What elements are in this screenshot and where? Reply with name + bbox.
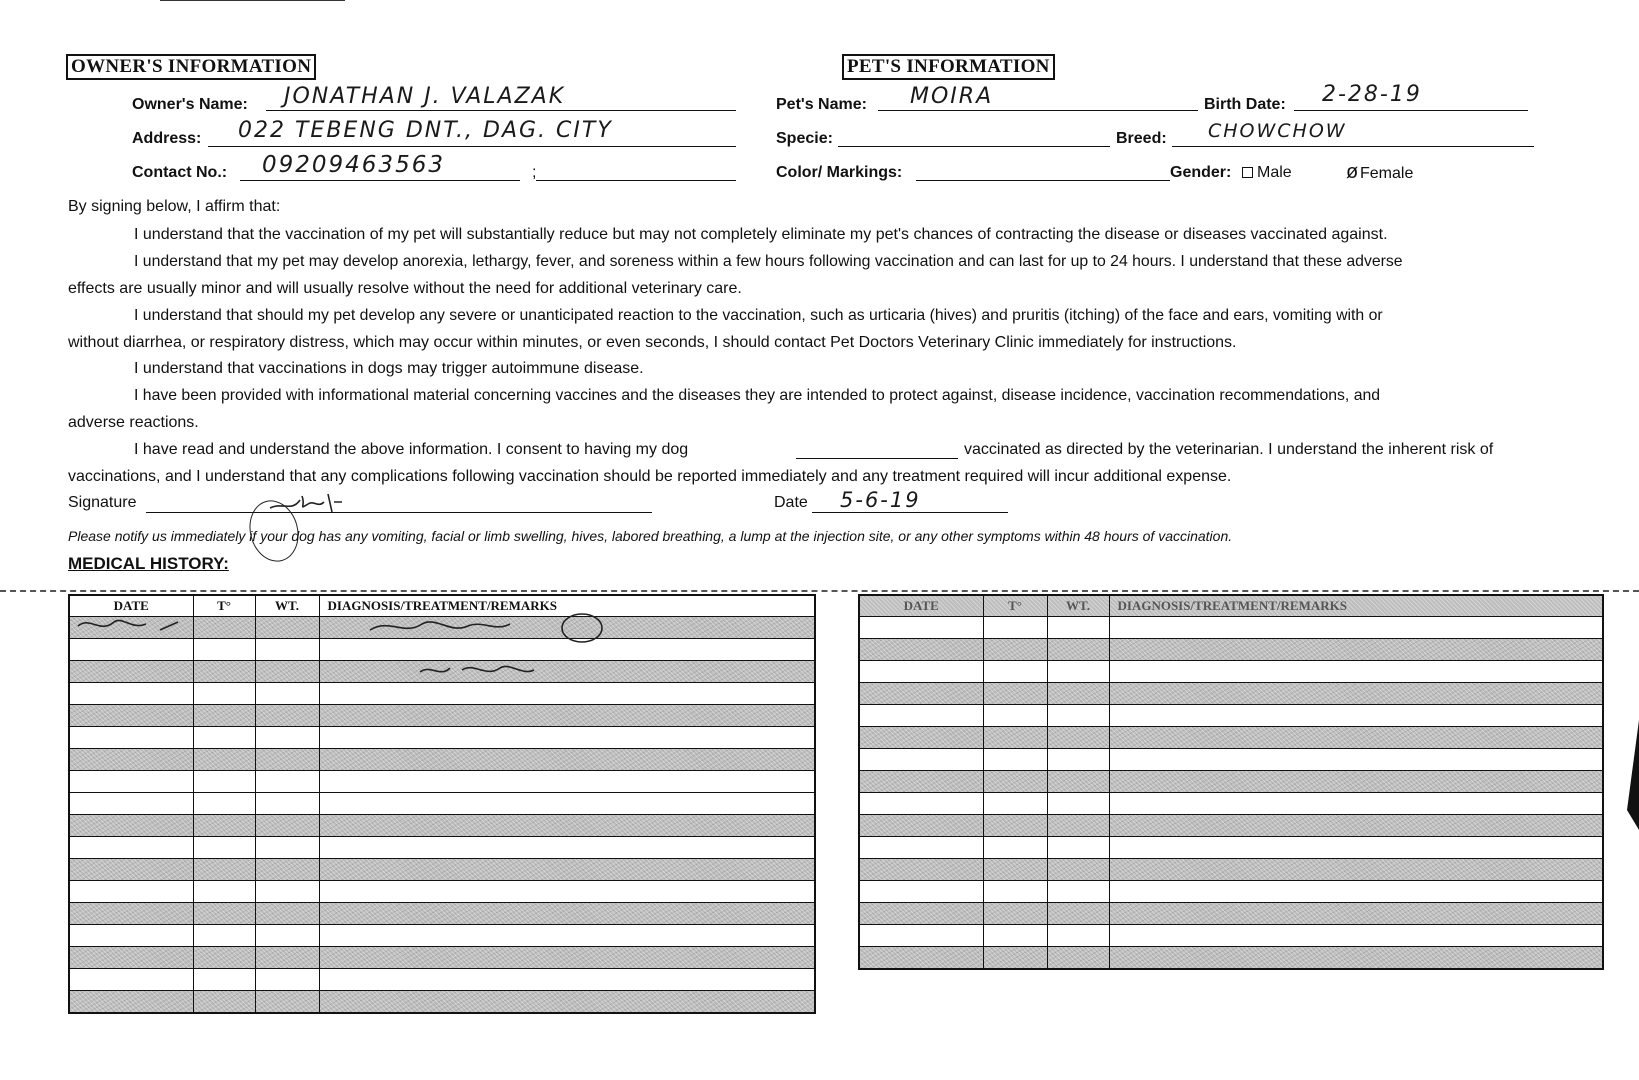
remarks-cell[interactable] (319, 727, 815, 749)
scan-band-line (0, 590, 1639, 592)
date-cell[interactable] (859, 683, 983, 705)
date-cell[interactable] (859, 947, 983, 970)
table-row (859, 727, 1603, 749)
table-row (69, 969, 815, 991)
medical-history-title: MEDICAL HISTORY: (68, 554, 229, 573)
table-row (69, 859, 815, 881)
table-row (859, 903, 1603, 925)
table-row (69, 903, 815, 925)
pet-breed-label: Breed: (1116, 130, 1167, 147)
owner-contact-line-1 (240, 180, 520, 181)
table-row (859, 683, 1603, 705)
weight-cell[interactable] (1047, 793, 1109, 815)
table-row (859, 815, 1603, 837)
weight-cell[interactable] (1047, 837, 1109, 859)
remarks-cell[interactable] (319, 837, 815, 859)
weight-cell[interactable] (255, 705, 319, 727)
remarks-cell[interactable] (1109, 903, 1603, 925)
weight-cell[interactable] (255, 947, 319, 969)
table-row (859, 771, 1603, 793)
date-cell[interactable] (69, 991, 193, 1014)
table-row (69, 727, 815, 749)
col-weight-header: WT. (1047, 595, 1109, 617)
temp-cell[interactable] (983, 859, 1047, 881)
temp-cell[interactable] (983, 793, 1047, 815)
date-cell[interactable] (69, 771, 193, 793)
dog-name-blank-line[interactable] (796, 458, 958, 459)
date-cell[interactable] (69, 837, 193, 859)
date-cell[interactable] (859, 925, 983, 947)
remarks-cell[interactable] (319, 771, 815, 793)
temp-cell[interactable] (983, 903, 1047, 925)
date-cell[interactable] (69, 881, 193, 903)
pet-name-value[interactable]: MOIRA (910, 84, 994, 109)
pet-birth-date-line (1294, 110, 1528, 111)
owner-address-label: Address: (132, 130, 202, 147)
weight-cell[interactable] (1047, 859, 1109, 881)
pet-specie-label: Specie: (776, 130, 833, 147)
table-row (859, 749, 1603, 771)
remarks-cell[interactable] (319, 749, 815, 771)
weight-cell[interactable] (255, 749, 319, 771)
table-row (859, 639, 1603, 661)
date-cell[interactable] (859, 749, 983, 771)
weight-cell[interactable] (1047, 815, 1109, 837)
remarks-cell[interactable] (1109, 815, 1603, 837)
table-row (69, 815, 815, 837)
remarks-cell[interactable] (319, 969, 815, 991)
temp-cell[interactable] (983, 925, 1047, 947)
pet-birth-date-value[interactable]: 2-28-19 (1322, 82, 1422, 107)
date-cell[interactable] (859, 705, 983, 727)
table-row (69, 749, 815, 771)
remarks-cell[interactable] (1109, 749, 1603, 771)
owner-address-value[interactable]: 022 TEBENG DNT., DAG. CITY (238, 118, 613, 143)
owner-name-label: Owner's Name: (132, 96, 248, 113)
consent-paragraph-6b: vaccinations, and I understand that any complications following vaccination should be reported immediately and any treatment required will incur additional expense. (68, 468, 1232, 485)
remarks-cell[interactable] (1109, 771, 1603, 793)
weight-cell[interactable] (255, 771, 319, 793)
col-weight-header: WT. (255, 595, 319, 617)
col-date-header: DATE (859, 595, 983, 617)
temp-cell[interactable] (193, 925, 255, 947)
weight-cell[interactable] (255, 837, 319, 859)
weight-cell[interactable] (255, 991, 319, 1014)
table-row (69, 705, 815, 727)
weight-cell[interactable] (1047, 683, 1109, 705)
temp-cell[interactable] (193, 793, 255, 815)
remarks-cell[interactable] (1109, 881, 1603, 903)
col-remarks-header: DIAGNOSIS/TREATMENT/REMARKS (1109, 595, 1603, 617)
weight-cell[interactable] (1047, 925, 1109, 947)
weight-cell[interactable] (255, 903, 319, 925)
temp-cell[interactable] (983, 881, 1047, 903)
date-cell[interactable] (859, 815, 983, 837)
remarks-cell[interactable] (319, 859, 815, 881)
remarks-cell[interactable] (1109, 661, 1603, 683)
scan-edge-artifact (1625, 720, 1639, 830)
col-temp-header: T° (983, 595, 1047, 617)
date-cell[interactable] (69, 815, 193, 837)
weight-cell[interactable] (255, 969, 319, 991)
pet-birth-date-label: Birth Date: (1204, 96, 1286, 113)
consent-paragraph-3b: without diarrhea, or respiratory distress, which may occur within minutes, or even seconds, I should contact Pet Doctors Veterinary Clinic immediately for instructions. (68, 334, 1237, 351)
date-cell[interactable] (69, 859, 193, 881)
weight-cell[interactable] (255, 815, 319, 837)
weight-cell[interactable] (1047, 881, 1109, 903)
pet-breed-line (1172, 146, 1534, 147)
remarks-cell[interactable] (319, 881, 815, 903)
date-cell[interactable] (859, 617, 983, 639)
owner-section-title: OWNER'S INFORMATION (66, 54, 316, 80)
remarks-cell[interactable] (319, 815, 815, 837)
owner-name-line (266, 110, 736, 111)
temp-cell[interactable] (983, 683, 1047, 705)
remarks-cell[interactable] (1109, 925, 1603, 947)
remarks-cell[interactable] (319, 903, 815, 925)
temp-cell[interactable] (193, 837, 255, 859)
temp-cell[interactable] (193, 969, 255, 991)
date-cell[interactable] (69, 947, 193, 969)
col-temp-header: T° (193, 595, 255, 617)
pet-gender-label: Gender: (1170, 164, 1232, 181)
date-cell[interactable] (69, 969, 193, 991)
table-row (69, 947, 815, 969)
table-row (69, 991, 815, 1014)
temp-cell[interactable] (983, 771, 1047, 793)
date-cell[interactable] (859, 661, 983, 683)
remarks-cell[interactable] (1109, 837, 1603, 859)
date-cell[interactable] (859, 837, 983, 859)
pet-color-label: Color/ Markings: (776, 164, 903, 181)
weight-cell[interactable] (1047, 617, 1109, 639)
temp-cell[interactable] (983, 617, 1047, 639)
weight-cell[interactable] (255, 727, 319, 749)
male-checkbox[interactable] (1242, 167, 1253, 178)
temp-cell[interactable] (983, 639, 1047, 661)
female-check-mark-icon: ø (1346, 161, 1359, 183)
date-cell[interactable] (69, 705, 193, 727)
consent-paragraph-4: I understand that vaccinations in dogs may trigger autoimmune disease. (134, 360, 644, 377)
consent-paragraph-3a: I understand that should my pet develop any severe or unanticipated reaction to the vaccination, such as urticaria (hives) and pruritis (itching) of the face and ears, vomiting with or (134, 307, 1383, 324)
temp-cell[interactable] (983, 705, 1047, 727)
signature-label: Signature (68, 494, 137, 511)
temp-cell[interactable] (983, 661, 1047, 683)
remarks-cell[interactable] (319, 991, 815, 1014)
gender-male-label: Male (1257, 164, 1292, 181)
date-cell[interactable] (69, 925, 193, 947)
consent-paragraph-1: I understand that the vaccination of my pet will substantially reduce but may not completely eliminate my pet's chances of contracting the disease or diseases vaccinated against. (134, 226, 1388, 243)
remarks-cell[interactable] (319, 947, 815, 969)
temp-cell[interactable] (193, 727, 255, 749)
owner-name-value[interactable]: JONATHAN J. VALAZAK (284, 84, 566, 109)
temp-cell[interactable] (193, 815, 255, 837)
temp-cell[interactable] (983, 837, 1047, 859)
date-cell[interactable] (859, 771, 983, 793)
owner-contact-value[interactable]: 09209463563 (262, 152, 445, 178)
remarks-cell[interactable] (1109, 727, 1603, 749)
weight-cell[interactable] (1047, 749, 1109, 771)
pet-name-line (878, 110, 1198, 111)
remarks-cell[interactable] (319, 705, 815, 727)
weight-cell[interactable] (255, 859, 319, 881)
consent-paragraph-5b: adverse reactions. (68, 414, 199, 431)
date-cell[interactable] (859, 859, 983, 881)
temp-cell[interactable] (193, 947, 255, 969)
remarks-cell[interactable] (1109, 705, 1603, 727)
weight-cell[interactable] (255, 925, 319, 947)
pet-name-label: Pet's Name: (776, 96, 867, 113)
date-cell[interactable] (69, 903, 193, 925)
temp-cell[interactable] (983, 749, 1047, 771)
owner-contact-line-2 (536, 180, 736, 181)
remarks-cell[interactable] (1109, 947, 1603, 970)
temp-cell[interactable] (983, 815, 1047, 837)
col-date-header: DATE (69, 595, 193, 617)
gender-female-option[interactable] (1346, 161, 1414, 183)
table-row (859, 617, 1603, 639)
table-row (859, 859, 1603, 881)
remarks-cell[interactable] (1109, 859, 1603, 881)
gender-male-option[interactable] (1236, 164, 1292, 182)
temp-cell[interactable] (193, 749, 255, 771)
weight-cell[interactable] (1047, 771, 1109, 793)
date-cell[interactable] (69, 793, 193, 815)
gender-female-label: Female (1360, 165, 1414, 182)
table-row (859, 837, 1603, 859)
table-row (69, 793, 815, 815)
owner-address-line (208, 146, 736, 147)
temp-cell[interactable] (193, 705, 255, 727)
remarks-cell[interactable] (1109, 793, 1603, 815)
consent-paragraph-5a: I have been provided with informational material concerning vaccines and the diseases they are intended to protect against, disease incidence, vaccination recommendations, and (134, 387, 1381, 404)
table-row (69, 925, 815, 947)
table-row (859, 925, 1603, 947)
date-cell[interactable] (859, 639, 983, 661)
remarks-cell[interactable] (1109, 639, 1603, 661)
temp-cell[interactable] (193, 771, 255, 793)
table-row (859, 793, 1603, 815)
date-line[interactable] (812, 512, 1008, 513)
weight-cell[interactable] (255, 793, 319, 815)
weight-cell[interactable] (1047, 947, 1109, 970)
consent-intro: By signing below, I affirm that: (68, 198, 281, 215)
col-remarks-header: DIAGNOSIS/TREATMENT/REMARKS (319, 595, 815, 617)
scan-artifact-line (160, 0, 345, 1)
remarks-cell[interactable] (319, 925, 815, 947)
weight-cell[interactable] (1047, 661, 1109, 683)
consent-paragraph-6a-start: I have read and understand the above information. I consent to having my dog (134, 441, 689, 458)
temp-cell[interactable] (193, 881, 255, 903)
date-cell[interactable] (69, 727, 193, 749)
date-cell[interactable] (859, 881, 983, 903)
table-row (69, 771, 815, 793)
consent-paragraph-2b: effects are usually minor and will usually resolve without the need for additional veterinary care. (68, 280, 742, 297)
date-cell[interactable] (859, 793, 983, 815)
table-row (69, 837, 815, 859)
owner-contact-separator: ; (532, 164, 537, 181)
date-cell[interactable] (859, 903, 983, 925)
remarks-cell[interactable] (1109, 617, 1603, 639)
temp-cell[interactable] (193, 991, 255, 1014)
weight-cell[interactable] (255, 881, 319, 903)
temp-cell[interactable] (193, 903, 255, 925)
handwritten-remark-scribble (70, 612, 670, 692)
temp-cell[interactable] (193, 859, 255, 881)
date-cell[interactable] (69, 749, 193, 771)
signature-line[interactable] (146, 512, 652, 513)
temp-cell[interactable] (983, 727, 1047, 749)
weight-cell[interactable] (1047, 705, 1109, 727)
temp-cell[interactable] (983, 947, 1047, 970)
notice-text: Please notify us immediately if your dog has any vomiting, facial or limb swelling, hives, labored breathing, a lump at the injection site, or any other symptoms within 48 hours of vaccination. (68, 528, 1233, 544)
weight-cell[interactable] (1047, 727, 1109, 749)
table-row (859, 881, 1603, 903)
table-header-row (859, 595, 1603, 617)
table-row (859, 661, 1603, 683)
pet-color-line (916, 180, 1170, 181)
table-row (69, 881, 815, 903)
owner-contact-label: Contact No.: (132, 164, 228, 181)
weight-cell[interactable] (1047, 639, 1109, 661)
date-label: Date (774, 494, 808, 511)
pet-section-title: PET'S INFORMATION (842, 54, 1055, 80)
pet-breed-value[interactable]: CHOWCHOW (1208, 120, 1347, 142)
date-value[interactable]: 5-6-19 (840, 488, 921, 512)
consent-paragraph-6a-end: vaccinated as directed by the veterinarian. I understand the inherent risk of (964, 441, 1494, 458)
table-row (859, 705, 1603, 727)
pet-specie-line (838, 146, 1110, 147)
weight-cell[interactable] (1047, 903, 1109, 925)
remarks-cell[interactable] (1109, 683, 1603, 705)
consent-paragraph-2a: I understand that my pet may develop anorexia, lethargy, fever, and soreness within a few hours following vaccination and can last for up to 24 hours. I understand that these adverse (134, 253, 1403, 270)
table-row (859, 947, 1603, 970)
date-cell[interactable] (859, 727, 983, 749)
remarks-cell[interactable] (319, 793, 815, 815)
medical-history-table-right (858, 594, 1604, 970)
